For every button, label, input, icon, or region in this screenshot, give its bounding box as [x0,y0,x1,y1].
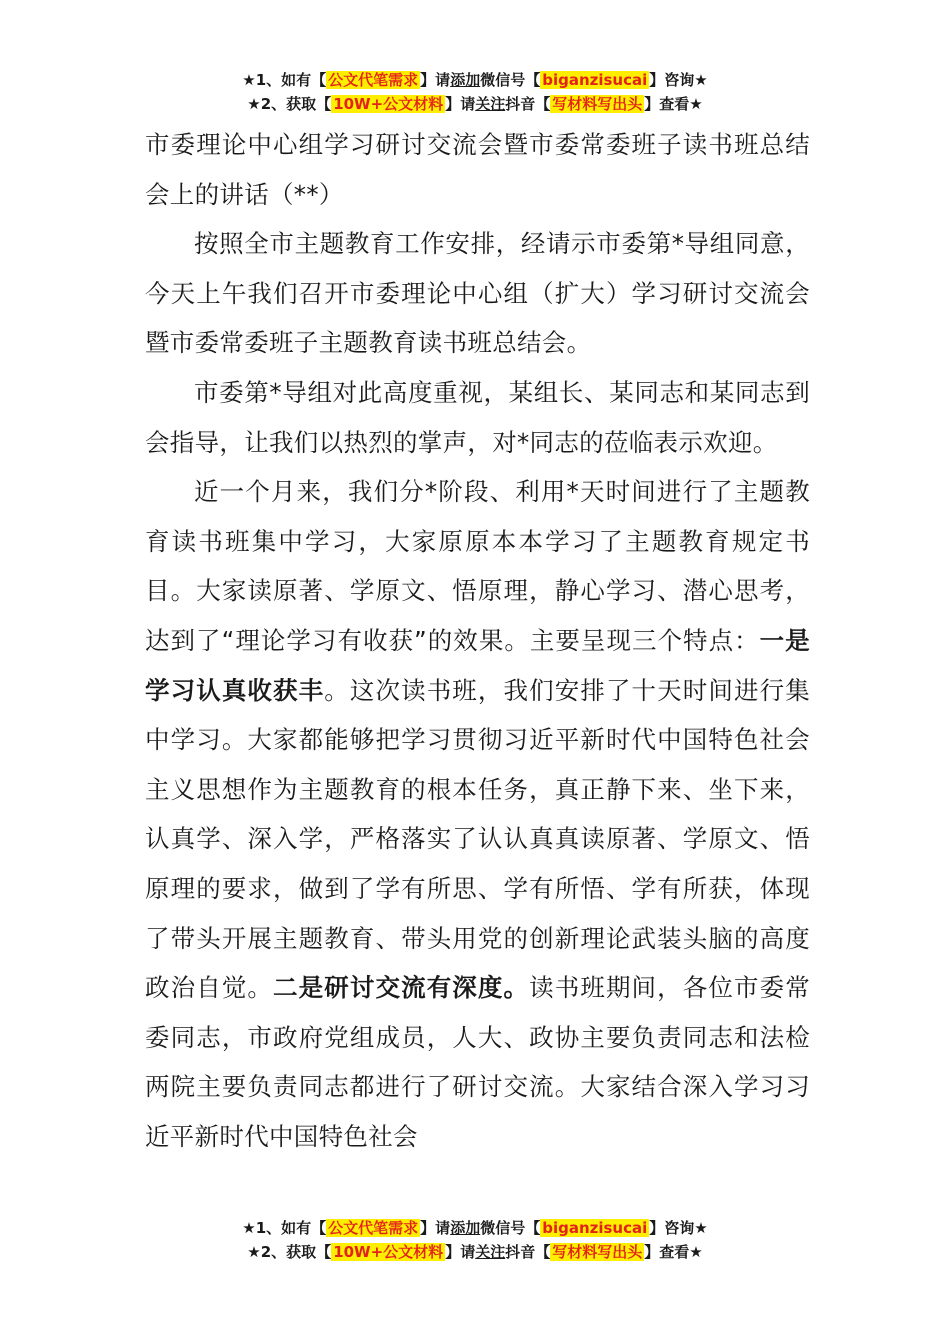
banner-line-2 [0,1240,950,1264]
paragraph-1: 按照全市主题教育工作安排，经请示市委第*导组同意，今天上午我们召开市委理论中心组（扩大）学习研讨交流会暨市委常委班子主题教育读书班总结会。 [145,229,810,358]
bold-point-1: 一是学习认真收获丰 [145,625,810,705]
banner-text: 】请 [445,1243,476,1261]
banner-text: 抖音【 [505,1243,551,1261]
highlight-wechat-id: biganzisucai [542,71,648,89]
document-body [145,120,810,1161]
banner-underlined-text: 关注 [475,1243,506,1261]
highlight-service: 公文代笔需求 [328,1219,419,1237]
banner-text: 抖音【 [505,95,551,113]
banner-text: 微信号【 [480,1219,541,1237]
banner-underlined-text: 添加 [450,71,481,89]
highlight-wechat-id: biganzisucai [542,1219,648,1237]
banner-line-1 [0,1216,950,1240]
banner-text: 】咨询★ [649,71,708,89]
banner-text: 】请 [420,71,451,89]
paragraph-2: 市委第*导组对此高度重视，某组长、某同志和某同志到会指导，让我们以热烈的掌声，对*同志的莅临表示欢迎。 [145,377,810,457]
banner-line-1 [0,68,950,92]
banner-text: 】请 [445,95,476,113]
highlight-service: 公文代笔需求 [328,71,419,89]
paragraph-text: 读书班期间，各位市委常委同志，市政府党组成员，人大、政协主要负责同志和法检两院主要负责同志都进行了研讨交流。大家结合深入学习习近平新时代中国特色社会 [145,973,810,1151]
bottom-banner [0,1216,950,1264]
bold-point-2: 二是研讨交流有深度。 [273,973,530,1003]
document-title: 市委理论中心组学习研讨交流会暨市委常委班子读书班总结会上的讲话（**） [145,130,810,209]
highlight-materials: 10W+公文材料 [333,1243,444,1261]
paragraph-3 [145,467,810,1161]
banner-underlined-text: 添加 [450,1219,481,1237]
banner-text: ★2、获取【 [247,95,332,113]
banner-text: ★2、获取【 [247,1243,332,1261]
banner-text: 】请 [420,1219,451,1237]
banner-text: 微信号【 [480,71,541,89]
banner-text: 】查看★ [644,95,703,113]
banner-text: ★1、如有【 [242,71,327,89]
paragraph-text: 。这次读书班，我们安排了十天时间进行集中学习。大家都能够把学习贯彻习近平新时代中国特色社会主义思想作为主题教育的根本任务，真正静下来、坐下来，认真学、深入学，严格落实了认认真真读原著、学原文、悟原理的要求，做到了学有所思、学有所悟、学有所获，体现了带头开展主题教育、带头用党的创新理论武装头脑的高度政治自觉。 [145,675,810,1003]
highlight-materials: 10W+公文材料 [333,95,444,113]
banner-text: 】咨询★ [649,1219,708,1237]
banner-text: ★1、如有【 [242,1219,327,1237]
banner-line-2 [0,92,950,116]
top-banner [0,68,950,116]
banner-text: 】查看★ [644,1243,703,1261]
highlight-douyin-account: 写材料写出头 [552,95,643,113]
banner-underlined-text: 关注 [475,95,506,113]
paragraph-text: 近一个月来，我们分*阶段、利用*天时间进行了主题教育读书班集中学习，大家原原本本学习了主题教育规定书目。大家读原著、学原文、悟原理，静心学习、潜心思考，达到了“理论学习有收获”的效果。主要呈现三个特点： [145,477,810,655]
highlight-douyin-account: 写材料写出头 [552,1243,643,1261]
